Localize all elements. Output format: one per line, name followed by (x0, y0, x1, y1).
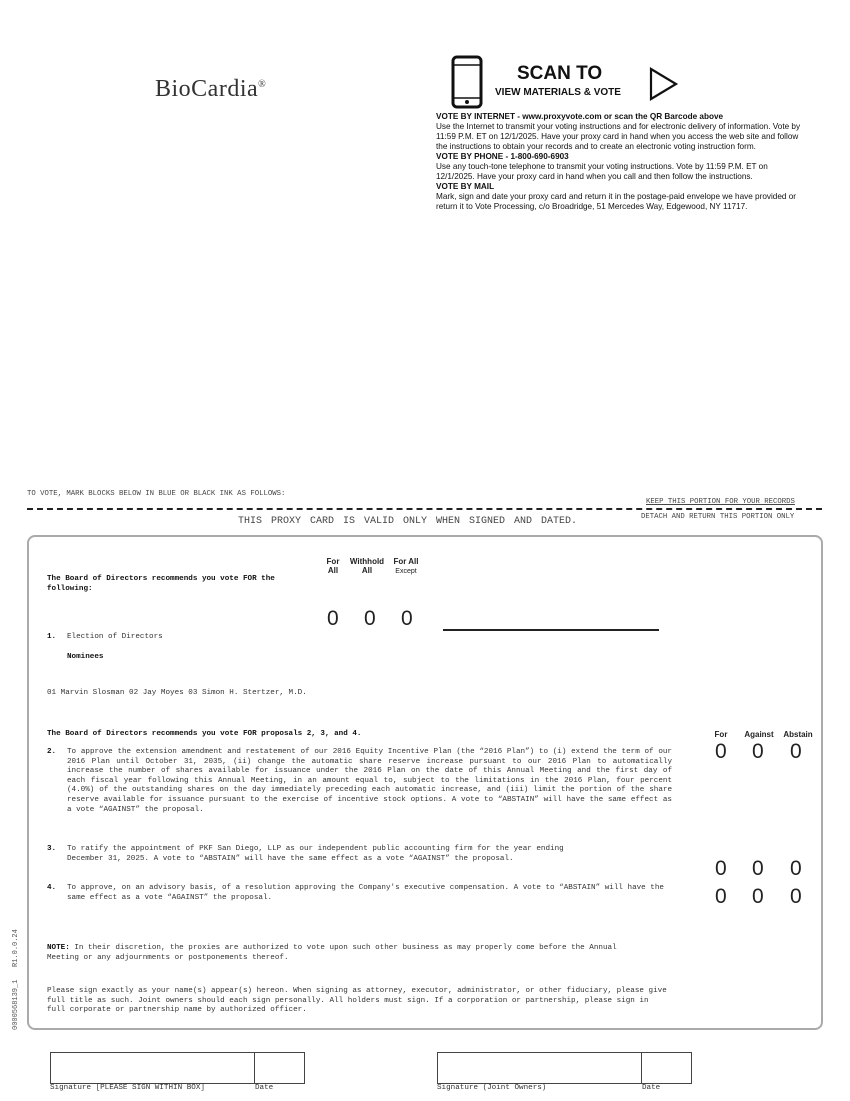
proposal-2-abstain[interactable]: 0 (790, 740, 802, 763)
vote-phone-body: Use any touch-tone telephone to transmit your voting instructions. Vote by 11:59 P.M. ET on 12/1/2025. Have your proxy card in hand when you call and then follow the instructions. (436, 162, 768, 181)
proposal-4-abstain[interactable]: 0 (790, 885, 802, 908)
vote-internet-title[interactable]: VOTE BY INTERNET - www.proxyvote.com or scan the QR Barcode above (436, 112, 724, 121)
item-1-title: Election of Directors (67, 633, 163, 641)
date-box[interactable] (254, 1052, 305, 1084)
mark-instruction: TO VOTE, MARK BLOCKS BELOW IN BLUE OR BLACK INK AS FOLLOWS: (27, 490, 286, 498)
proposal-3-text: To ratify the appointment of PKF San Diego, LLP as our independent public accounting firm for the year ending December 31, 2025. A vote to “ABSTAIN” will have the same effect as a vote “AGAINST” the proposal. (67, 845, 564, 863)
col-for-all-except: For All Except (393, 557, 419, 575)
election-recommendation: The Board of Directors recommends you vote FOR the following: (47, 575, 275, 593)
joint-signature-label: Signature (Joint Owners) (437, 1084, 547, 1092)
proposal-4-text: To approve, on an advisory basis, of a resolution approving the Company's executive compensation. A vote to “ABSTAIN” will have the same effect as a vote “AGAINST” the proposal. (67, 884, 664, 902)
proposal-3-for[interactable]: 0 (715, 857, 727, 880)
note: NOTE: In their discretion, the proxies are authorized to vote upon such other business as may properly come before the Annual Meeting or any adjournments or postponements thereof. (47, 944, 617, 962)
proposal-2-text: To approve the extension amendment and restatement of our 2016 Equity Incentive Plan (the “2016 Plan”) to (i) extend the term of our 2016 Plan until October 31, 2035, (ii) change the automatic share reserve increase pursuant to our 2016 Plan to automatically increase the number of shares available for issuance under the 2016 Plan on the date of this Annual Meeting and the first day of each fiscal year following this Annual Meeting, in an amount equal to, subject to the limitations in the 2016 Plan, four percent (4.0%) of the outstanding shares on the day immediately preceding each automatic increase, and (iii) limit the portion of the share reserve available for issuance pursuant to the exercise of incentive stock options. A vote to “ABSTAIN” will have the same effect as a vote “AGAINST” the proposal. (67, 748, 672, 814)
detach-label: DETACH AND RETURN THIS PORTION ONLY (641, 513, 795, 521)
proposals-recommendation: The Board of Directors recommends you vote FOR proposals 2, 3, and 4. (47, 730, 362, 738)
proposal-4-against[interactable]: 0 (752, 885, 764, 908)
sign-instructions: Please sign exactly as your name(s) appear(s) hereon. When signing as attorney, executor, administrator, or other fiduciary, please give full title as such. Joint owners should each sign personally. All holders must sign. If a corporation or partnership, please sign in full corporate or partnership name by authorized officer. (47, 987, 667, 1015)
col-for: For (714, 730, 728, 739)
proposal-2-against[interactable]: 0 (752, 740, 764, 763)
voting-instructions (436, 112, 806, 212)
col-against: Against (744, 730, 774, 739)
detach-line (27, 508, 822, 510)
vote-mail-body: Mark, sign and date your proxy card and return it in the postage-paid envelope we have provided or return it to Vote Processing, c/o Broadridge, 51 Mercedes Way, Edgewood, NY 11717. (436, 192, 797, 211)
col-withhold-all: Withhold All (349, 557, 385, 575)
proposal-3-abstain[interactable]: 0 (790, 857, 802, 880)
signature-box[interactable] (50, 1052, 255, 1084)
keep-portion-label: KEEP THIS PORTION FOR YOUR RECORDS (646, 498, 795, 506)
signature-label: Signature [PLEASE SIGN WITHIN BOX] (50, 1084, 205, 1092)
document-code: 0000568139_1 R1.0.0.24 (12, 929, 20, 1030)
joint-signature-box[interactable] (437, 1052, 642, 1084)
date-label: Date (255, 1084, 274, 1092)
proposal-2-for[interactable]: 0 (715, 740, 727, 763)
smartphone-icon (451, 55, 483, 109)
nominees-list: 01 Marvin Slosman 02 Jay Moyes 03 Simon H. Stertzer, M.D. (47, 689, 307, 697)
except-nominee-line[interactable] (443, 629, 659, 631)
for-all-option[interactable]: 0 (327, 607, 339, 630)
proposal-3-number: 3. (47, 845, 57, 853)
for-all-except-option[interactable]: 0 (401, 607, 413, 630)
withhold-all-option[interactable]: 0 (364, 607, 376, 630)
vote-phone-title: VOTE BY PHONE - 1-800-690-6903 (436, 152, 569, 161)
col-for-all: For All (326, 557, 340, 575)
joint-date-box[interactable] (641, 1052, 692, 1084)
col-abstain: Abstain (783, 730, 813, 739)
play-arrow-icon (649, 67, 679, 101)
scan-subtitle: VIEW MATERIALS & VOTE (495, 87, 621, 98)
valid-notice: THIS PROXY CARD IS VALID ONLY WHEN SIGNED AND DATED. (238, 516, 578, 527)
joint-date-label: Date (642, 1084, 661, 1092)
proposal-3-against[interactable]: 0 (752, 857, 764, 880)
proposal-4-number: 4. (47, 884, 57, 892)
scan-title: SCAN TO (517, 63, 603, 84)
nominees-label: Nominees (67, 653, 104, 661)
proposal-2-number: 2. (47, 748, 57, 756)
proposal-4-for[interactable]: 0 (715, 885, 727, 908)
vote-mail-title: VOTE BY MAIL (436, 182, 495, 191)
item-1-number: 1. (47, 633, 57, 641)
vote-internet-body: Use the Internet to transmit your voting instructions and for electronic delivery of information. Vote by 11:59 P.M. ET on 12/1/2025. Have your proxy card in hand when you access the web site and follow the instructions to obtain your records and to create an electronic voting instruction form. (436, 122, 801, 151)
biocardia-logo: BioCardia® (155, 76, 267, 102)
